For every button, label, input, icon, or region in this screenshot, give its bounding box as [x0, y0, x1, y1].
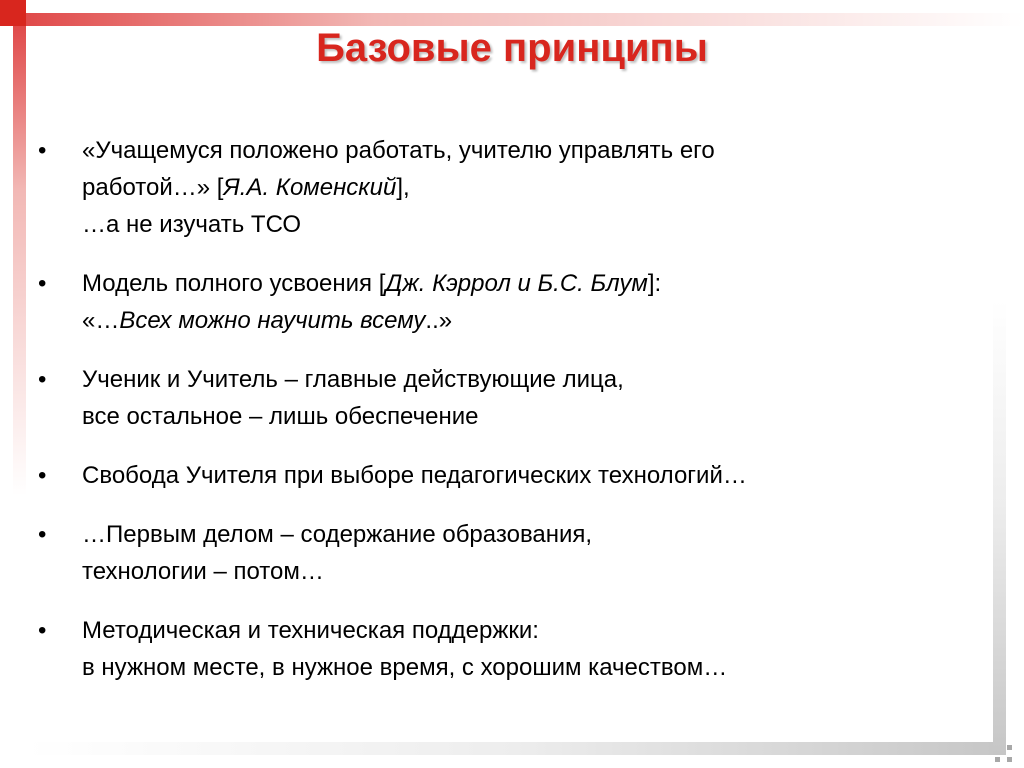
bullet-marker: •: [38, 617, 47, 644]
citation-author: Дж. Кэррол и Б.С. Блум: [385, 270, 648, 297]
corner-dot: [1007, 745, 1012, 750]
bullet-marker: •: [38, 462, 47, 489]
bullet-text: ..»: [425, 307, 453, 334]
corner-square: [0, 0, 26, 26]
bullet-line: «Учащемуся положено работать, учителю управлять его: [82, 137, 715, 164]
bottom-gradient-bar: [26, 742, 1006, 755]
corner-dot: [995, 757, 1000, 762]
bullet-list: [38, 132, 988, 708]
bullet-text: ],: [396, 174, 410, 201]
bullet-line: все остальное – лишь обеспечение: [82, 403, 479, 430]
slide-title: Базовые принципы: [316, 26, 708, 70]
left-gradient-bar: [13, 26, 26, 496]
bullet-point: [38, 612, 988, 686]
right-gradient-bar: [993, 300, 1006, 755]
bullet-marker: •: [38, 366, 47, 393]
bullet-line: Ученик и Учитель – главные действующие лица,: [82, 366, 624, 393]
bullet-point: [38, 265, 988, 339]
bullet-text: ]:: [647, 270, 662, 297]
bullet-text: работой…» [: [82, 174, 224, 201]
bullet-point: [38, 132, 988, 243]
bullet-point: [38, 457, 988, 494]
bullet-text: «…: [82, 307, 120, 334]
bullet-point: [38, 516, 988, 590]
top-gradient-bar: [26, 13, 1024, 26]
bullet-line: [82, 169, 988, 206]
citation-author: Я.А. Коменский: [223, 174, 397, 201]
bullet-point: [38, 361, 988, 435]
bullet-line: …Первым делом – содержание образования,: [82, 521, 593, 548]
bullet-text: Модель полного усвоения [: [82, 270, 386, 297]
bullet-line: …а не изучать ТСО: [82, 211, 302, 238]
bullet-line: Свобода Учителя при выборе педагогических технологий…: [82, 462, 747, 489]
bullet-line: [82, 265, 988, 302]
bullet-line: Методическая и техническая поддержки:: [82, 617, 539, 644]
corner-dot: [1007, 757, 1012, 762]
quote-emphasis: Всех можно научить всему: [119, 307, 426, 334]
bullet-marker: •: [38, 521, 47, 548]
bullet-marker: •: [38, 270, 47, 297]
bullet-line: [82, 302, 988, 339]
bullet-line: технологии – потом…: [82, 558, 324, 585]
bullet-marker: •: [38, 137, 47, 164]
bullet-line: в нужном месте, в нужное время, с хорошим качеством…: [82, 654, 728, 681]
